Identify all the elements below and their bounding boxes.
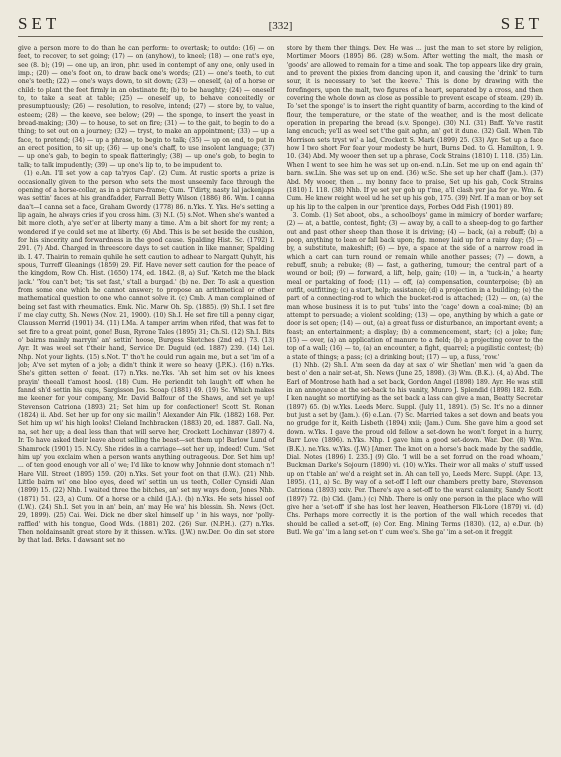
right-column [287,45,544,745]
right-column-paragraph: (1) Nhb. (2) Sh.I. A'm seen da day at sax o' wir Shetlan' men wid 'a gaen da best o' den a nair set-at, Sh. News (June 25, 1898). (3) Wm. (B.K.). (4, a) Abd. The Earl of Montrose hath had a set back, Gordon Angel (1898) 189. Ayr. He was still in an annoyance at the set-back to his vanity, Munro J. Splendid (1898) 182. Edb. I ken naught so mortifying as the set back a lass can give a man, Beatty Secretar (1897) 65. (b) w.Yks. Leeds Merc. Suppl. (July 11, 1891). (5) Sc. It's no a dinner but just a set by (Jam.). (6) e.Lan. (7) Sc. Married takes a set down and beats you no grudge for it, Keith Lisbeth (1894) xxii; (Jam.) Cum. She gave him a good set down. w.Yks. I gave the proud old fellow a set-down he won't forget in a hurry, Barr Love (1896). n.Yks. Nhp. I gave him a good set-down. War. Dor. (8) Wm. (B.K.). ne.Yks. w.Yks. (J.W.) [Amer. The knot on a horse's back made by the saddle, Dial. Notes (1896) I. 235.] (9) Glo. 'I will be a set forrud on the road whoam,' Buckman Darke's Sojourn (1890) vi. (10) w.Yks. Their wor all maks o' stuff ussed up on t'table an' we'd a reight set in. Ah can tell yo, Leeds Merc. Suppl. (Apr. 13, 1895). (11, a) Sc. By way of a set-off I left our chambers pretty bare, Stevenson Catriona (1893) xxiv. Per. There's aye a set-off to the warst calamity, Sandy Scott (1897) 72. (b) Cld. (Jam.) (c) Nhb. There is only one person in the place who will give her a 'set-off' if she has lost her leaven, Heatherson Flk-Lore (1879) vi. (d) Chs. Perhaps more correctly it is the portion of the wall which recedes that should be called a set-off, (e) Cor. Eng. Mining Terms (1830). (12, a) e.Dur. (b) Butl. We ga' 'im a lang set-on t' cum wee's. She ga' 'im a set-on it freggit [286,362,543,536]
header-right-headword: SET [500,14,543,33]
left-column [18,45,275,745]
left-column-paragraph: (1) e.An. I'll set yow a cap ta'ryos Cap'. (2) Cum. At rustic sports a prize is occasionally given to the person who sets the most unseemly face through the opening of a horse-collar, as in a picture-frame; Cum. 'T'dirty, nasty lal jackenjaps was settin' faces at his grandfadder, Farrall Betty Wilson (1886) 86. Wm. I canna daa't—I canna set a face, Graham Gwordy (1778) 86. n.Yks. Y. Yks. He's setting a lip again, he always cries if you cross him. (3) N.I. (5) s.Not. When she's wanted a bit more cloth, a'ye set'er at liberty many a time. A'm a bit short for my rent; a wondered if ye could set me at liberty. (6) Abd. This is be set beside the cushion, for his sincerity and forwardness in the good cause. Spalding Hist. Sc. (1792) I. 291. (7) Abd. Charged in threescore days to set caution in like manner, Spalding ib. I. 47. Thairin to remain quhile he sett caution to adhear to Nargatt Quhylt, his spous, Turreff Gleanings (1859) 29. Fif. Have never sett caution for the peace of the kingdom, Row Ch. Hist. (1650) 174, ed. 1842. (8, a) Suf. 'Ketch me the black jack.' 'You can't bet; 'tis set fast,' s'tall a burgad.' (b) ne. Der. To ask a question from some one which he cannot answer; to propose an arithmetical or other mathematical question to one who cannot solve it. (c) Cmb. A man complained of being set fast with rheumatics. Emk. Nic. Marw Oh. Sp. (1885). (9) Sh.I. I set fire i' me clay cutty, Sh. News (Nov. 21, 1900). (10) Sh.I. He set fire till a penny cigar, Clausson Merrid (1901) 34. (11) I.Ma. A tamper arrim when rifed, that was fet to set fire to a great point, gone! Busn, Ryrone Tales (1895) 31; Ch.Sl. (12) Sh.I. Bits o' bairns mainly marryin' an' settin' hoose, Burgess Sketches (2nd ed.) 73. (13) Ayr. It was weel set t'their hand, Service Dr. Duguid (ed. 1887) 239. (14) Lei. Nhp. Not your lights. (15) s.Not. T' tho't he could run again me, but a set 'im of a job; A've set myten of a job; a didn't think it were so heavy (J.P.K.). (16) n.Yks. She's gitten setten o' feeat. (17) n.Yks. ne.Yks. 'Ah set him set ov his knees prayin' theeall t'amost hoosl. (18) Cum. He periendit teh laugh't off when he fannd sh'd settin his cups, Sargisson Jos. Scoap (1881) 49. (19) Sc. Which makes me keener for your company, Mr. David Balfour of the Shaws, and set ye up! Stevenson Catriona (1893) 21; Set him up for confectioner! Scott St. Ronan (1824) ii. Abd. Set her up for ony sic mailin'! Alexander Ain Flk. (1882) 168. Per. Set him up wi' his high looks! Cleland Inchbracken (1883) 20, ed. 1887. Gall. Na, na, set her up; a deal less than that will serve her, Crockett Lochinvar (1897) 4. Ir. To have asked their leave about selling the beast—set them up! Barlow Lund of Shamrock (1901) 15. N.Cy. She rides in a carriage—set her up, indeed! Cum. 'Set him up' you exclaim when a person wants anything outrageous. Dor. Set him up! ... of ten good enough vor all o' we; I'd like to know why Johnnie dont stomach n'! Hare Vill. Street (1895) 159. (20) n.Yks. Set your foot on that (I.W.). (21) Nhb. Little bairn wi' one bloo eyes, deed wi' settin un us teeth, Coller Cynsidi Alan (1899) 15. (22) Nhb. I waited three the bitches, an' set my ways doon, Jones Nhb. (1871) 51. (23, a) Cum. Of a horse or a child (J.A.). (b) n.Yks. He sets hissel oof (I.W.). (24) Sh.I. Set you in an' bein, an' may He wa' his blessin. Sh. News (Oct. 29, 1899). (25) Cai. Wei. Dick ne dber skel himself up ' in his ways, nor 'polly-raffled' with his tongue, Good Wds. (1881) 202. (26) Sur. (N.P.H.). (27) n.Yks. Then noldainsanlt great store by it thissen. w.Yks. (J.W.) nw.Der. Oo din set store by that lad. Brks. I dawsant set no [18,170,275,545]
left-column-paragraph: give a person more to do than he can perform: to overtask; to outdo: (16) — on feet, to recover, to set going; (17) — on (anyhow), to kneel; (18) — one rat's eye, see (8. b); (19) — one up, an iron, phr. used in contempt of any one, only used in imp.; (20) — one's foot on, to draw back one's words; (21) — one's teeth, to cut one's teeth; (22) — one's ways down, to sit down; (23) — oneself, (a) of a horse or child: to plant the feet firmly in an obstinate fit; (b) to be haughty; (24) — oneself to, to take a seat at table; (25) — oneself up, to behave conceitedly or presumptuously; (26) — resolution, to resolve, intend; (27) — store by, to value, esteem; (28) — the keeve, see below; (29) — the sponge, to insert the yeast in bread-making; (30) — to house, to set on fire; (31) — to the gait, to begin to do a thing; to set out on a journey; (32) — tryst, to make an appointment; (33) — up a face, to pretend; (34) — up a phrase, to begin to talk; (35) — up on end, to put in an erect position, to sit up; (36) — up one's chaff, to use insolent language; (37) — up one's gab, to begin to speak flatteringly; (38) — up one's gob, to begin to talk; to talk impudently; (39) — up one's lip to, to be impudent to. [18,45,275,169]
header-left-headword: SET [18,14,61,33]
text-columns [18,45,543,745]
running-header [18,14,543,37]
right-column-paragraph: 3. Comb. (1) Set aboot, obs., a schoolboys' game in mimicry of border warfare; (2) — at, a battle, contest, fight; (3) — away by, a call to a sheep-dog to go farther out and past other sheep than those it is driving; (4) — back, (a) a rebuff; (b) a peop, anything to lean or fall back upon; fig. money laid up for a rainy day; (5) — by, a substitute, makeshift; (6) — bye, a space at the side of a narrow road in which a cart can turn round or remain while another passes; (7) — down, a rebuff, snub; a rebuke; (8) — fast, a gathering, tumour; the central part of a wound or boil; (9) — forward, a lift, help, gain; (10) — in, a 'tuck-in,' a hearty meal or partaking of food; (11) — off, (a) compensation, counterpoise; (b) an outfit, outfitting; (c) a start, help; assistance; (d) a projection in a building; (e) the part of a connecting-rod to which the bucket-rod is attached; (12) — on, (a) the man whose business it is to put 'tubs' into the 'cage' down a coal-mine; (b) an attempt to persuade; a violent scolding; (13) — ope, anything by which a gate or door is set open; (14) — out, (a) a great fuss or disturbance, an important event; a feast; an entertainment; a display; (b) a commencement, start; (c) a joke; fun; (15) — over, (a) an application of manure to a field; (b) a projecting cover to the top of a wall; (16) — to, (a) an encounter, a fight, quarrel; a pugilistic contest; (b) a state of things; a pass; (c) a drinking bout; (17) — up, a fuss, 'row.' [286,211,543,361]
right-column-paragraph: store by them ther things. Dev. He was ... just the man to set store by religion, Mortimer Moors (1895) 86. (28) w.Som. After wetting the malt, the mash or 'goods' are allowed to remain for a time and soak. The top appears like dry grain, and to prevent the pixies from dancing upon it, and causing the 'drink' to turn sour, it is necessary to 'set the keeve.' This is done by drawing with the forefingers, upon the malt, two figures of a heart, separated by a cross, and then covering the whole down as close as possible to prevent escape of steam. (29) ib. To 'set the sponge' is to insert the right quantity of barm, according to the kind of flour, the temperature, or the state of the weather, and is the most delicate operation in preparing the bread (s.v. Sponge). (30) N.I. (31) Bnff. Ye've rastit lang encuch; ye'll as weel set t'the gait aghn, an' get it dune. (32) Gall. When Tib Morrison sets tryst wi' a lad, Crockett S. Mark (1899) 25. (33) Ayr. Set up a face how I two short For fear your modesty be hurt, Burns Ded. to G. Hamilton, l. 9. 10. (34) Abd. My wooer then set up a phrase, Cock Strains (1810) I. 118. (35) Lin. When I went to see him he was set up on-end. n.Lin. Set me up on end again th' barn. sw.Lin. She was set up on end. (36) w.Sc. She set up her chaff (Jam.). (37) Abd. My wooer, then ... my bonny face to praise, Set up his gab, Cock Strains (1810) I. 118. (38) Nhb. If ye set yer gob up t'me, a'll clash yer jaa for ye. Wm. & Cum. He knew reight weel ud he set up his gob, 175. (39) Nrf. If a man or boy set up his lip to the calpen in our 'prentice days, Forbes Odd Fish (1901) 89. [286,45,543,211]
page-number: [332] [268,20,293,32]
